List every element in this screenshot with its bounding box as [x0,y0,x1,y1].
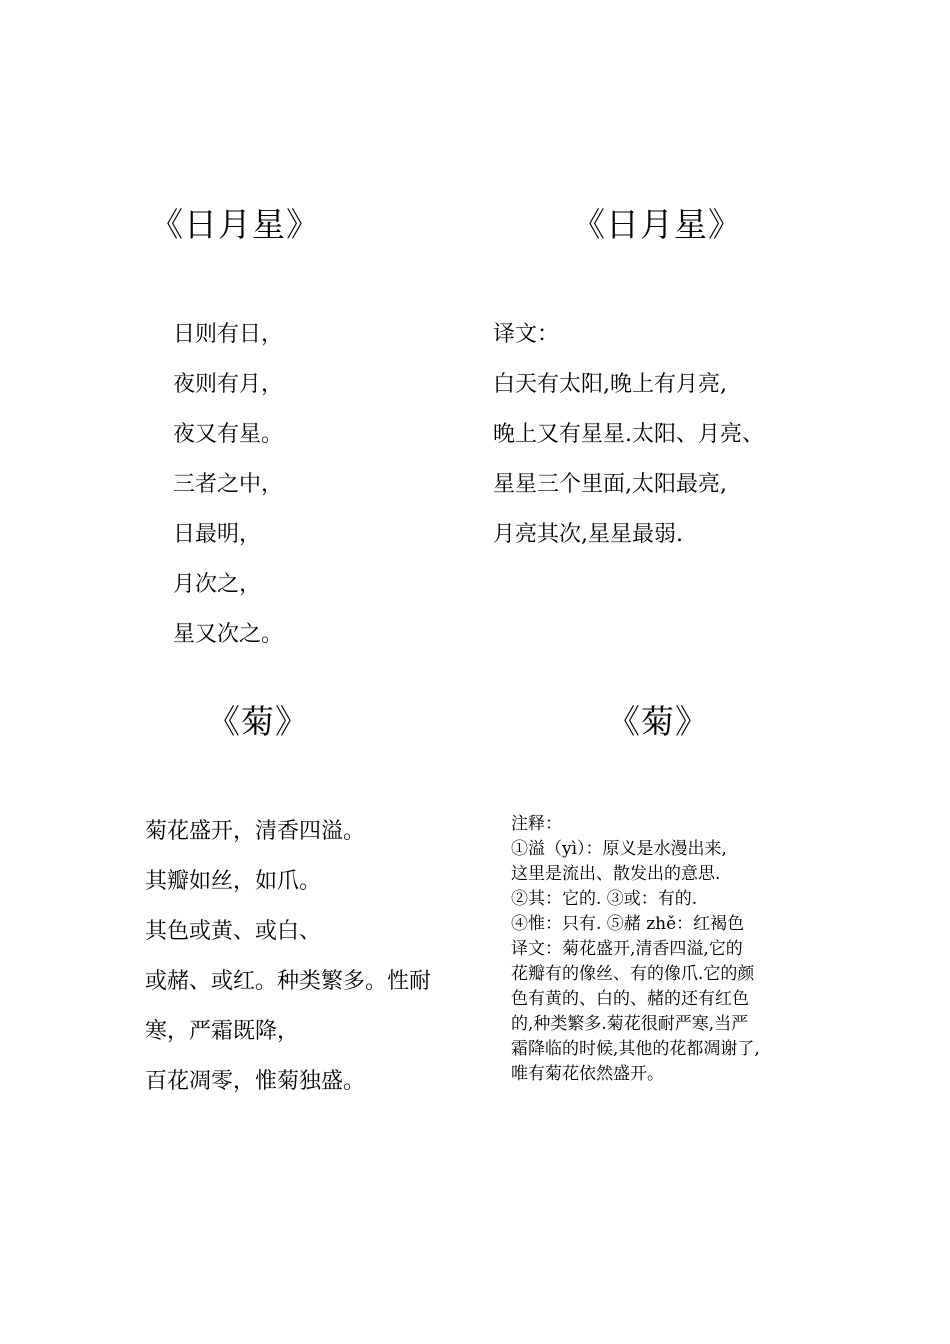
note-line: 唯有菊花依然盛开。 [511,1064,664,1084]
poem-ju [145,807,431,1107]
poem-line: 月次之， [173,572,262,597]
poem-line: 日则有日， [173,322,284,347]
poem-line: 三者之中， [173,472,284,497]
poem-line: 星又次之。 [173,622,284,647]
title-riyuexing-left: 《日月星》 [150,205,320,244]
note-line: ④惟：只有. ⑤赭 zhě：红褐色 [511,914,745,934]
title-riyuexing-right: 《日月星》 [572,205,742,244]
poem-line: 日最明， [173,522,262,547]
title-ju-left: 《菊》 [207,702,309,741]
poem-line: 寒，严霜既降， [145,1019,300,1044]
poem-line: 其色或黄、或白、 [145,919,322,944]
poem-line: 百花凋零，惟菊独盛。 [145,1069,366,1094]
note-line: ②其：它的. ③或：有的. [511,889,698,909]
note-line: 的,种类繁多.菊花很耐严寒,当严 [511,1014,749,1034]
poem-line: 夜又有星。 [173,422,284,447]
note-line: 注释： [511,814,562,834]
note-line: 色有黄的、白的、赭的还有红色 [511,989,749,1009]
translation-line: 晚上又有星星.太阳、月亮、 [493,422,764,447]
poem-line: 夜则有月， [173,372,284,397]
note-line: 译文：菊花盛开,清香四溢,它的 [511,939,743,959]
poem-line: 或赭、或红。种类繁多。性耐 [145,969,432,994]
translation-line: 星星三个里面,太阳最亮, [493,472,727,497]
poem-riyuexing [173,310,283,660]
note-line: 花瓣有的像丝、有的像爪.它的颜 [511,964,755,984]
translation-line: 月亮其次,星星最弱. [493,522,683,547]
notes-ju [511,812,760,1087]
translation-line: 译文： [493,322,560,347]
note-line: 这里是流出、散发出的意思. [511,864,721,884]
poem-line: 其瓣如丝，如爪。 [145,869,322,894]
title-ju-right: 《菊》 [607,702,709,741]
translation-riyuexing [493,310,764,560]
note-line: ①溢（yì）：原义是水漫出来, [511,839,727,859]
poem-line: 菊花盛开，清香四溢。 [145,819,366,844]
note-line: 霜降临的时候,其他的花都凋谢了, [511,1039,760,1059]
translation-line: 白天有太阳,晚上有月亮, [493,372,727,397]
